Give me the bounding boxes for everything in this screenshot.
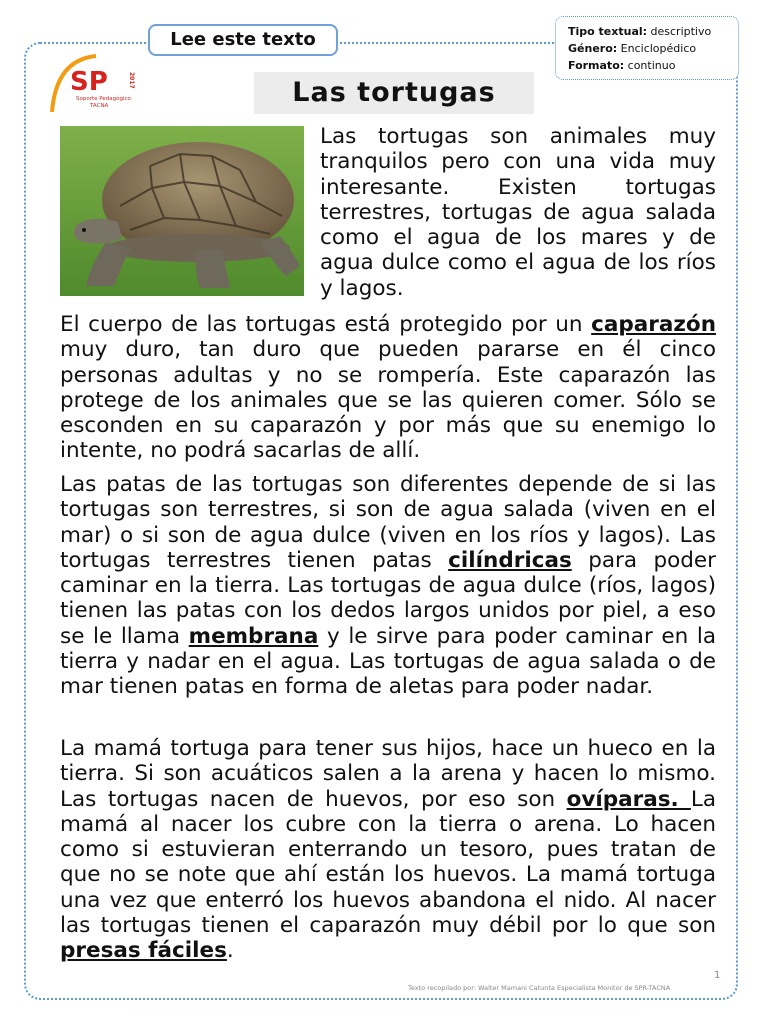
paragraph-intro: Las tortugas son animales muy tranquilos pero con una vida muy interesante. Existen tortugas terrestres, tortugas de agua salada como el agua de los mares y de agua dulce como el agua de los ríos y lagos. [320, 124, 716, 301]
paragraph-shell: El cuerpo de las tortugas está protegido por un caparazón muy duro, tan duro que pueden pararse en él cinco personas adultas y no se rompería. Este caparazón las protege de los animales que se las quieren comer. Sólo se esconden en su caparazón y por más que su enemigo lo intente, no podrá sacarlas de allí. [60, 312, 717, 464]
keyword-presas-faciles: presas fáciles [60, 938, 227, 964]
credit-line: Texto recopilado por: Walter Mamani Catunta Especialista Monitor de SPR-TACNA [408, 984, 671, 992]
logo-year: 2017 [128, 72, 135, 89]
paragraph-eggs: La mamá tortuga para tener sus hijos, hace un hueco en la tierra. Si son acuáticos salen a la arena y hacen lo mismo. Las tortugas nacen de huevos, por eso son ovíparas. La mamá al nacer los cubre con la tierra o arena. Lo hacen como si estuvieran enterrando un tesoro, pues tratan de que no se note que ahí están los huevos. La mamá tortuga una vez que enterró los huevos abandona el nido. Al nacer las tortugas tienen el caparazón muy débil por lo que son presas fáciles. [60, 736, 717, 964]
paragraph-legs: Las patas de las tortugas son diferentes depende de si las tortugas son terrestres, si son de agua salada (viven en el mar) o si son de agua dulce (viven en los ríos y lagos). Las tortugas terrestres tienen patas cilíndricas para poder caminar en la tierra. Las tortugas de agua dulce (ríos, lagos) tienen las patas con los dedos largos unidos por piel, a eso se le llama membrana y le sirve para poder caminar en la tierra y nadar en el agua. Las tortugas de agua salada o de mar tienen patas en forma de aletas para poder nadar. [60, 472, 716, 700]
tortoise-photo [60, 126, 304, 296]
logo-line2: TACNA [90, 103, 109, 109]
read-this-text-label: Lee este texto [148, 24, 338, 56]
keyword-membrana: membrana [188, 623, 319, 649]
text-info-box [555, 16, 739, 80]
info-genero-row: Género: Enciclopédico [568, 42, 697, 55]
keyword-cilindricas: cilíndricas [448, 547, 572, 573]
info-tipo-row: Tipo textual: descriptivo [568, 25, 712, 38]
info-formato-row: Formato: continuo [568, 59, 676, 72]
page-title: Las tortugas [254, 72, 534, 114]
logo-line1: Soporte Pedagógico [76, 96, 131, 102]
keyword-oviparas: ovíparas. [566, 786, 691, 812]
keyword-caparazon: caparazón [591, 312, 717, 337]
page-number: 1 [714, 970, 721, 981]
logo-letters: SP [70, 67, 108, 97]
spr-logo [46, 50, 142, 114]
